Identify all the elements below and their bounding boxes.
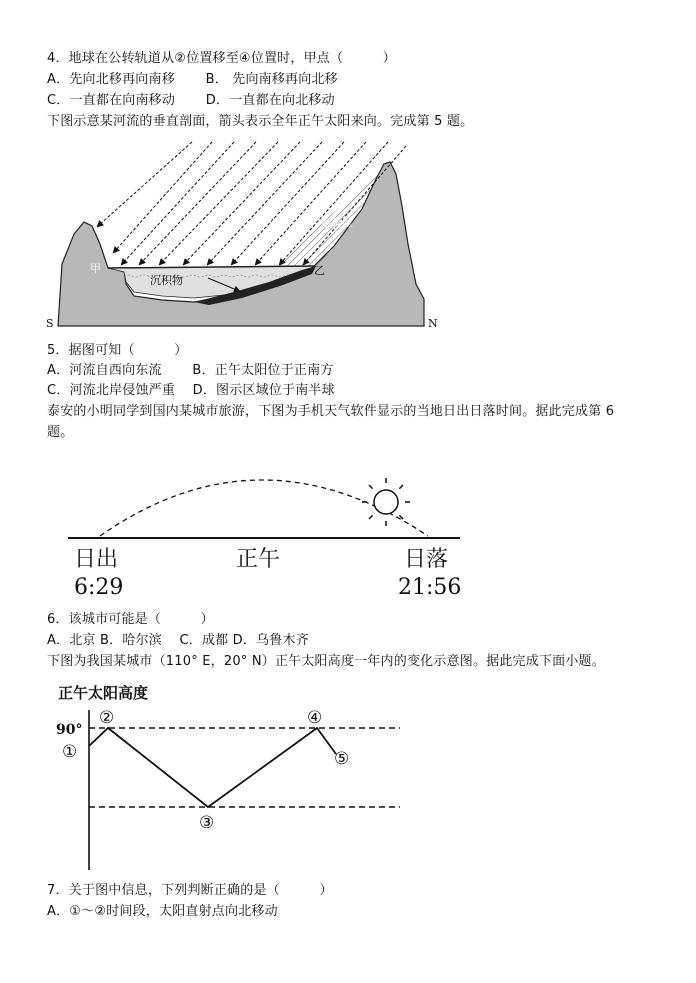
sunrise-sunset-figure [60,450,470,600]
label-south: S [46,317,54,330]
sunrise-label: 日出 [74,547,119,572]
q7-intro: 下图为我国某城市（110° E，20° N）正午太阳高度一年内的变化示意图。据此完成下面小题。 [47,654,605,669]
label-90-degree: 90° [56,722,83,738]
altitude-chart-title: 正午太阳高度 [58,684,149,702]
q7-option-a: A．①～②时间段，太阳直射点向北移动 [47,904,278,919]
marker-4: ④ [307,708,323,728]
q6-options: A．北京 B．哈尔滨 C．成都 D．乌鲁木齐 [47,633,309,648]
q5-intro: 下图示意某河流的垂直剖面，箭头表示全年正午太阳来向。完成第 5 题。 [47,114,474,129]
marker-5: ⑤ [334,749,350,769]
marker-3: ③ [199,813,215,833]
q6-intro-line2: 题。 [47,425,74,440]
q4-stem: 4．地球在公转轨道从②位置移至④位置时，甲点（ ） [47,51,396,66]
label-jia: 甲 [90,262,101,275]
noon-solar-altitude-figure [50,676,410,876]
marker-1: ① [62,742,78,762]
altitude-curve [89,728,336,807]
q5-options-cd: C．河流北岸侵蚀严重 D．图示区域位于南半球 [47,383,335,398]
q4-options-cd: C．一直都在向南移动 D．一直都在向北移动 [47,93,335,108]
label-sediment: 沉积物 [150,274,183,287]
label-yi: 乙 [314,264,325,277]
marker-2: ② [99,708,115,728]
sunrise-time: 6:29 [74,575,124,600]
q6-intro-line1: 泰安的小明同学到国内某城市旅游，下图为手机天气软件显示的当地日出日落时间。据此完成第 6 [47,404,615,419]
q7-stem: 7．关于图中信息，下列判断正确的是（ ） [47,883,333,898]
label-shadow-zone: 遮蔽区 [320,216,353,229]
q4-options-ab: A．先向北移再向南移 B． 先向南移再向北移 [47,72,338,87]
sunset-label: 日落 [404,547,449,572]
q6-stem: 6．该城市可能是（ ） [47,612,214,627]
sun-icon [362,478,410,526]
label-north: N [428,317,438,330]
noon-label: 正午 [236,547,281,572]
sunset-time: 21:56 [398,575,462,600]
q5-options-ab: A．河流自西向东流 B．正午太阳位于正南方 [47,363,334,378]
q5-stem: 5．据图可知（ ） [47,343,188,358]
river-profile-figure [44,134,444,334]
